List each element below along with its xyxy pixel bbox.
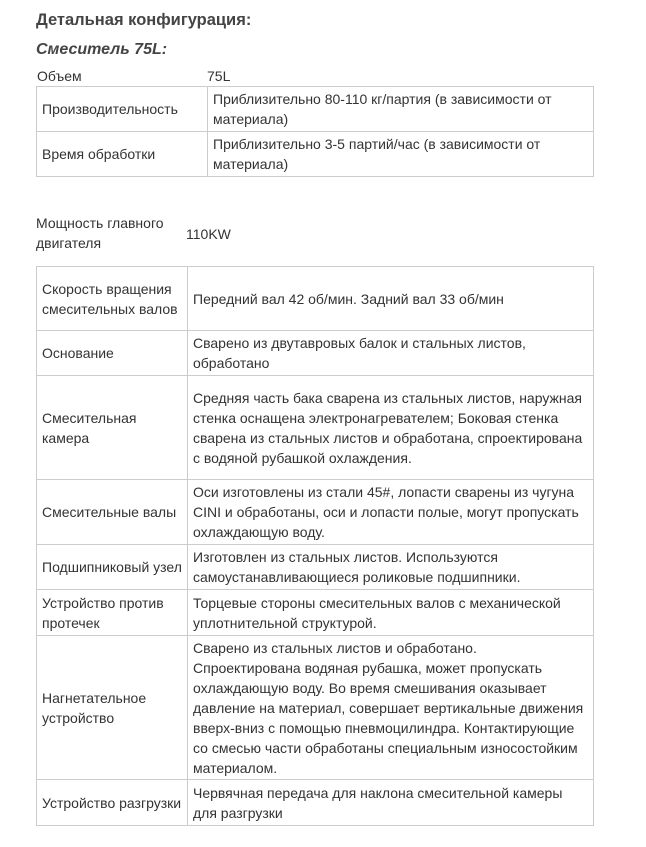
- spec-table-components: [36, 266, 594, 826]
- spec-value: Приблизительно 3-5 партий/час (в зависимости от материала): [208, 132, 594, 177]
- spec-value: Оси изготовлены из стали 45#, лопасти сварены из чугуна CINI и обработаны, оси и лопасти полые, могут пропускать охлаждающую воду.: [188, 480, 594, 545]
- spec-value: Средняя часть бака сварена из стальных листов, наружная стенка оснащена электронагревателем; Боковая стенка сварена из стальных листов и обработана, спроектирована с водяной рубашкой охлаждения.: [188, 376, 594, 480]
- spec-table-capacity: [36, 86, 594, 177]
- spec-value: 110KW: [186, 226, 231, 242]
- table-row: [37, 636, 594, 780]
- table-row: [37, 267, 594, 331]
- spec-value: Сварено из стальных листов и обработано. Спроектирована водяная рубашка, может пропускать охлаждающую воду. Во время смешивания оказывает давление на материал, совершает вертикальные движения вверх-вниз с помощью пневмоцилиндра. Контактирующие со смесью части обработаны специальным износостойким материалом.: [188, 636, 594, 780]
- spec-label: Смесительная камера: [37, 376, 188, 480]
- table-row: [37, 87, 594, 132]
- table-row: [37, 780, 594, 826]
- table-row: [37, 331, 594, 376]
- page-title: Детальная конфигурация:: [36, 11, 252, 29]
- spec-label: Устройство против протечек: [37, 590, 188, 636]
- spec-row-power: [36, 213, 596, 255]
- spec-label: Смесительные валы: [37, 480, 188, 545]
- table-row: [37, 590, 594, 636]
- spec-value: Сварено из двутавровых балок и стальных листов, обработано: [188, 331, 594, 376]
- spec-label: Время обработки: [37, 132, 208, 177]
- table-row: [37, 132, 594, 177]
- spec-label: Подшипниковый узел: [37, 545, 188, 590]
- spec-label: Производительность: [37, 87, 208, 132]
- spec-label: Основание: [37, 331, 188, 376]
- spec-value: Изготовлен из стальных листов. Используются самоустанавливающиеся роликовые подшипники.: [188, 545, 594, 590]
- spec-label: Нагнетательное устройство: [37, 636, 188, 780]
- table-row: [37, 545, 594, 590]
- table-row: [37, 480, 594, 545]
- spec-label: Мощность главного двигателя: [36, 215, 164, 251]
- table-row: [37, 376, 594, 480]
- spec-label: Объем: [37, 68, 82, 84]
- spec-value: Передний вал 42 об/мин. Задний вал 33 об/мин: [188, 267, 594, 331]
- spec-value: 75L: [207, 68, 231, 84]
- section-subtitle: Смеситель 75L:: [36, 41, 168, 58]
- spec-value: Торцевые стороны смесительных валов с механической уплотнительной структурой.: [188, 590, 594, 636]
- spec-label: Устройство разгрузки: [37, 780, 188, 826]
- spec-value: Червячная передача для наклона смесительной камеры для разгрузки: [188, 780, 594, 826]
- spec-row-volume: [36, 66, 594, 85]
- spec-value: Приблизительно 80-110 кг/партия (в зависимости от материала): [208, 87, 594, 132]
- spec-label: Скорость вращения смесительных валов: [37, 267, 188, 331]
